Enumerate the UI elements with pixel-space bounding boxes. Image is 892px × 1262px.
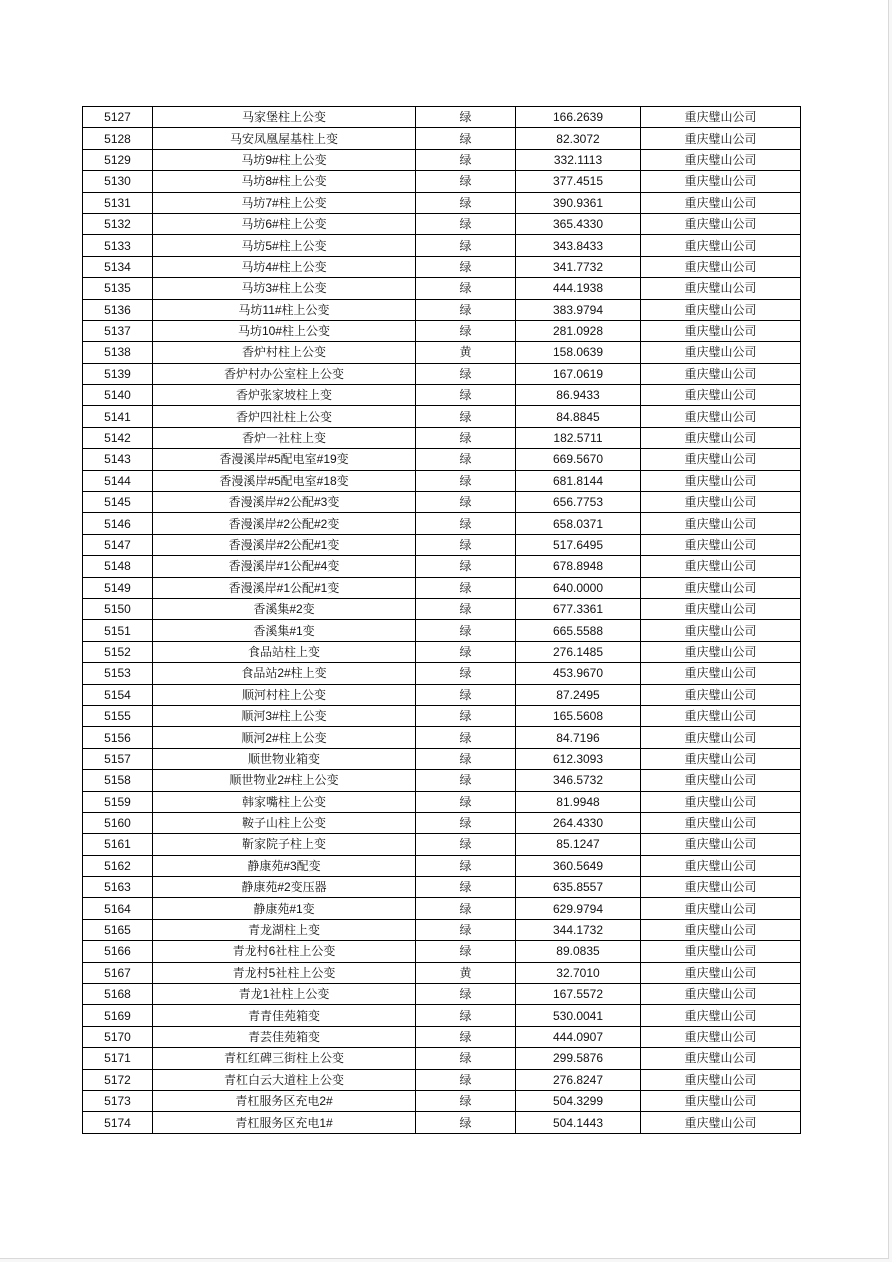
cell-status: 绿 <box>416 1005 516 1026</box>
cell-id: 5167 <box>83 962 153 983</box>
table-row <box>83 1112 801 1133</box>
cell-company: 重庆璧山公司 <box>641 663 801 684</box>
cell-company: 重庆璧山公司 <box>641 727 801 748</box>
cell-company: 重庆璧山公司 <box>641 107 801 128</box>
cell-id: 5161 <box>83 834 153 855</box>
cell-name: 静康苑#2变压器 <box>153 877 416 898</box>
cell-id: 5134 <box>83 256 153 277</box>
cell-id: 5144 <box>83 470 153 491</box>
table-row <box>83 1090 801 1111</box>
cell-id: 5130 <box>83 171 153 192</box>
cell-company: 重庆璧山公司 <box>641 385 801 406</box>
cell-status: 绿 <box>416 556 516 577</box>
cell-status: 绿 <box>416 1112 516 1133</box>
table-row <box>83 1005 801 1026</box>
table-row <box>83 406 801 427</box>
cell-id: 5157 <box>83 748 153 769</box>
cell-company: 重庆璧山公司 <box>641 235 801 256</box>
cell-status: 绿 <box>416 363 516 384</box>
cell-status: 绿 <box>416 149 516 170</box>
table-row <box>83 641 801 662</box>
cell-status: 绿 <box>416 727 516 748</box>
cell-id: 5160 <box>83 812 153 833</box>
cell-name: 青龙村6社柱上公变 <box>153 941 416 962</box>
cell-id: 5164 <box>83 898 153 919</box>
cell-name: 马坊4#柱上公变 <box>153 256 416 277</box>
cell-company: 重庆璧山公司 <box>641 684 801 705</box>
cell-name: 马安凤凰屋基柱上变 <box>153 128 416 149</box>
cell-name: 香漫溪岸#1公配#1变 <box>153 577 416 598</box>
cell-status: 绿 <box>416 1026 516 1047</box>
table-row <box>83 513 801 534</box>
table-row <box>83 577 801 598</box>
cell-name: 顺世物业箱变 <box>153 748 416 769</box>
table-row <box>83 128 801 149</box>
cell-id: 5132 <box>83 213 153 234</box>
cell-value: 299.5876 <box>516 1048 641 1069</box>
table-row <box>83 534 801 555</box>
cell-name: 顺河3#柱上公变 <box>153 705 416 726</box>
table-row <box>83 1048 801 1069</box>
cell-value: 332.1113 <box>516 149 641 170</box>
cell-name: 马坊3#柱上公变 <box>153 278 416 299</box>
cell-name: 鞍子山柱上公变 <box>153 812 416 833</box>
cell-name: 韩家嘴柱上公变 <box>153 791 416 812</box>
table-row <box>83 342 801 363</box>
cell-value: 86.9433 <box>516 385 641 406</box>
cell-company: 重庆璧山公司 <box>641 1112 801 1133</box>
cell-status: 绿 <box>416 855 516 876</box>
cell-name: 香漫溪岸#2公配#3变 <box>153 492 416 513</box>
cell-value: 166.2639 <box>516 107 641 128</box>
cell-status: 绿 <box>416 256 516 277</box>
table-row <box>83 834 801 855</box>
cell-value: 158.0639 <box>516 342 641 363</box>
table-body <box>83 107 801 1134</box>
cell-company: 重庆璧山公司 <box>641 620 801 641</box>
cell-status: 黄 <box>416 962 516 983</box>
table-row <box>83 192 801 213</box>
table-row <box>83 877 801 898</box>
table-row <box>83 1069 801 1090</box>
cell-id: 5148 <box>83 556 153 577</box>
cell-name: 马坊11#柱上公变 <box>153 299 416 320</box>
cell-value: 344.1732 <box>516 919 641 940</box>
table-row <box>83 770 801 791</box>
cell-status: 绿 <box>416 663 516 684</box>
cell-value: 84.7196 <box>516 727 641 748</box>
table-row <box>83 385 801 406</box>
cell-value: 365.4330 <box>516 213 641 234</box>
cell-company: 重庆璧山公司 <box>641 962 801 983</box>
cell-id: 5143 <box>83 449 153 470</box>
table-row <box>83 705 801 726</box>
cell-company: 重庆璧山公司 <box>641 1005 801 1026</box>
cell-name: 马坊5#柱上公变 <box>153 235 416 256</box>
table-row <box>83 299 801 320</box>
cell-name: 青龙村5社柱上公变 <box>153 962 416 983</box>
cell-id: 5145 <box>83 492 153 513</box>
cell-company: 重庆璧山公司 <box>641 1026 801 1047</box>
cell-value: 504.3299 <box>516 1090 641 1111</box>
cell-company: 重庆璧山公司 <box>641 278 801 299</box>
cell-id: 5136 <box>83 299 153 320</box>
cell-value: 85.1247 <box>516 834 641 855</box>
cell-id: 5173 <box>83 1090 153 1111</box>
cell-status: 黄 <box>416 342 516 363</box>
cell-status: 绿 <box>416 213 516 234</box>
cell-status: 绿 <box>416 620 516 641</box>
table-row <box>83 598 801 619</box>
cell-status: 绿 <box>416 641 516 662</box>
cell-id: 5150 <box>83 598 153 619</box>
cell-status: 绿 <box>416 984 516 1005</box>
table-row <box>83 1026 801 1047</box>
cell-status: 绿 <box>416 770 516 791</box>
cell-name: 香溪集#2变 <box>153 598 416 619</box>
cell-company: 重庆璧山公司 <box>641 1069 801 1090</box>
table-row <box>83 278 801 299</box>
cell-id: 5141 <box>83 406 153 427</box>
cell-company: 重庆璧山公司 <box>641 449 801 470</box>
cell-status: 绿 <box>416 128 516 149</box>
cell-company: 重庆璧山公司 <box>641 1090 801 1111</box>
cell-company: 重庆璧山公司 <box>641 556 801 577</box>
cell-id: 5154 <box>83 684 153 705</box>
cell-status: 绿 <box>416 171 516 192</box>
cell-name: 香炉四社柱上公变 <box>153 406 416 427</box>
cell-status: 绿 <box>416 919 516 940</box>
cell-status: 绿 <box>416 235 516 256</box>
cell-status: 绿 <box>416 898 516 919</box>
cell-value: 530.0041 <box>516 1005 641 1026</box>
cell-name: 马坊6#柱上公变 <box>153 213 416 234</box>
cell-value: 341.7732 <box>516 256 641 277</box>
table-row <box>83 984 801 1005</box>
table-row <box>83 149 801 170</box>
cell-id: 5139 <box>83 363 153 384</box>
cell-value: 82.3072 <box>516 128 641 149</box>
cell-value: 343.8433 <box>516 235 641 256</box>
table-row <box>83 556 801 577</box>
cell-name: 香炉一社柱上变 <box>153 427 416 448</box>
table-row <box>83 107 801 128</box>
table-row <box>83 855 801 876</box>
cell-value: 281.0928 <box>516 320 641 341</box>
cell-status: 绿 <box>416 385 516 406</box>
cell-id: 5153 <box>83 663 153 684</box>
cell-status: 绿 <box>416 534 516 555</box>
table-row <box>83 791 801 812</box>
cell-value: 377.4515 <box>516 171 641 192</box>
cell-name: 香炉村办公室柱上公变 <box>153 363 416 384</box>
cell-company: 重庆璧山公司 <box>641 427 801 448</box>
cell-name: 香漫溪岸#5配电室#18变 <box>153 470 416 491</box>
cell-name: 食品站2#柱上变 <box>153 663 416 684</box>
cell-id: 5156 <box>83 727 153 748</box>
cell-id: 5152 <box>83 641 153 662</box>
cell-id: 5129 <box>83 149 153 170</box>
cell-value: 640.0000 <box>516 577 641 598</box>
cell-name: 香漫溪岸#1公配#4变 <box>153 556 416 577</box>
cell-status: 绿 <box>416 513 516 534</box>
cell-company: 重庆璧山公司 <box>641 941 801 962</box>
cell-value: 665.5588 <box>516 620 641 641</box>
cell-status: 绿 <box>416 1048 516 1069</box>
cell-status: 绿 <box>416 192 516 213</box>
cell-company: 重庆璧山公司 <box>641 791 801 812</box>
table-row <box>83 470 801 491</box>
table-row <box>83 620 801 641</box>
cell-company: 重庆璧山公司 <box>641 877 801 898</box>
cell-id: 5158 <box>83 770 153 791</box>
cell-value: 444.0907 <box>516 1026 641 1047</box>
cell-company: 重庆璧山公司 <box>641 128 801 149</box>
transformer-table <box>82 106 801 1134</box>
cell-company: 重庆璧山公司 <box>641 534 801 555</box>
cell-id: 5128 <box>83 128 153 149</box>
cell-value: 360.5649 <box>516 855 641 876</box>
table-row <box>83 449 801 470</box>
table-row <box>83 213 801 234</box>
cell-value: 81.9948 <box>516 791 641 812</box>
cell-value: 678.8948 <box>516 556 641 577</box>
table-row <box>83 727 801 748</box>
table-row <box>83 320 801 341</box>
cell-id: 5159 <box>83 791 153 812</box>
table-row <box>83 919 801 940</box>
cell-company: 重庆璧山公司 <box>641 470 801 491</box>
cell-id: 5155 <box>83 705 153 726</box>
cell-name: 青芸佳苑箱变 <box>153 1026 416 1047</box>
cell-id: 5149 <box>83 577 153 598</box>
cell-id: 5170 <box>83 1026 153 1047</box>
cell-id: 5131 <box>83 192 153 213</box>
table-row <box>83 256 801 277</box>
cell-id: 5135 <box>83 278 153 299</box>
table-row <box>83 812 801 833</box>
cell-status: 绿 <box>416 834 516 855</box>
cell-status: 绿 <box>416 812 516 833</box>
cell-name: 香炉张家坡柱上变 <box>153 385 416 406</box>
cell-value: 635.8557 <box>516 877 641 898</box>
cell-value: 677.3361 <box>516 598 641 619</box>
cell-value: 167.5572 <box>516 984 641 1005</box>
cell-name: 青杠红碑三街柱上公变 <box>153 1048 416 1069</box>
cell-name: 青杠服务区充电1# <box>153 1112 416 1133</box>
cell-id: 5163 <box>83 877 153 898</box>
cell-status: 绿 <box>416 299 516 320</box>
cell-company: 重庆璧山公司 <box>641 641 801 662</box>
cell-value: 276.8247 <box>516 1069 641 1090</box>
cell-id: 5142 <box>83 427 153 448</box>
cell-value: 656.7753 <box>516 492 641 513</box>
table-row <box>83 962 801 983</box>
cell-company: 重庆璧山公司 <box>641 705 801 726</box>
cell-status: 绿 <box>416 791 516 812</box>
cell-value: 629.9794 <box>516 898 641 919</box>
cell-company: 重庆璧山公司 <box>641 1048 801 1069</box>
cell-name: 食品站柱上变 <box>153 641 416 662</box>
cell-name: 青青佳苑箱变 <box>153 1005 416 1026</box>
cell-status: 绿 <box>416 427 516 448</box>
cell-value: 453.9670 <box>516 663 641 684</box>
table-row <box>83 898 801 919</box>
cell-value: 612.3093 <box>516 748 641 769</box>
cell-company: 重庆璧山公司 <box>641 192 801 213</box>
cell-id: 5171 <box>83 1048 153 1069</box>
cell-name: 青龙1社柱上公变 <box>153 984 416 1005</box>
cell-id: 5172 <box>83 1069 153 1090</box>
cell-name: 香漫溪岸#2公配#1变 <box>153 534 416 555</box>
cell-status: 绿 <box>416 598 516 619</box>
cell-id: 5168 <box>83 984 153 1005</box>
table-row <box>83 663 801 684</box>
table-row <box>83 748 801 769</box>
cell-status: 绿 <box>416 107 516 128</box>
cell-value: 390.9361 <box>516 192 641 213</box>
cell-company: 重庆璧山公司 <box>641 898 801 919</box>
table-row <box>83 235 801 256</box>
cell-company: 重庆璧山公司 <box>641 855 801 876</box>
cell-value: 681.8144 <box>516 470 641 491</box>
cell-company: 重庆璧山公司 <box>641 748 801 769</box>
cell-value: 87.2495 <box>516 684 641 705</box>
cell-id: 5147 <box>83 534 153 555</box>
cell-id: 5146 <box>83 513 153 534</box>
cell-company: 重庆璧山公司 <box>641 363 801 384</box>
cell-company: 重庆璧山公司 <box>641 213 801 234</box>
cell-id: 5169 <box>83 1005 153 1026</box>
cell-id: 5162 <box>83 855 153 876</box>
cell-name: 顺世物业2#柱上公变 <box>153 770 416 791</box>
cell-name: 香漫溪岸#2公配#2变 <box>153 513 416 534</box>
cell-company: 重庆璧山公司 <box>641 984 801 1005</box>
cell-name: 青杠白云大道柱上公变 <box>153 1069 416 1090</box>
cell-status: 绿 <box>416 470 516 491</box>
cell-id: 5165 <box>83 919 153 940</box>
table-row <box>83 171 801 192</box>
cell-value: 165.5608 <box>516 705 641 726</box>
cell-id: 5166 <box>83 941 153 962</box>
cell-status: 绿 <box>416 449 516 470</box>
cell-name: 静康苑#1变 <box>153 898 416 919</box>
cell-value: 89.0835 <box>516 941 641 962</box>
cell-company: 重庆璧山公司 <box>641 513 801 534</box>
cell-name: 马坊9#柱上公变 <box>153 149 416 170</box>
cell-value: 504.1443 <box>516 1112 641 1133</box>
cell-company: 重庆璧山公司 <box>641 149 801 170</box>
cell-company: 重庆璧山公司 <box>641 577 801 598</box>
cell-id: 5133 <box>83 235 153 256</box>
cell-company: 重庆璧山公司 <box>641 299 801 320</box>
cell-name: 香炉村柱上公变 <box>153 342 416 363</box>
cell-company: 重庆璧山公司 <box>641 834 801 855</box>
cell-status: 绿 <box>416 1090 516 1111</box>
cell-name: 靳家院子柱上变 <box>153 834 416 855</box>
cell-name: 顺河村柱上公变 <box>153 684 416 705</box>
table-row <box>83 492 801 513</box>
cell-id: 5140 <box>83 385 153 406</box>
cell-name: 马坊10#柱上公变 <box>153 320 416 341</box>
cell-value: 84.8845 <box>516 406 641 427</box>
cell-name: 马坊8#柱上公变 <box>153 171 416 192</box>
cell-name: 香漫溪岸#5配电室#19变 <box>153 449 416 470</box>
cell-company: 重庆璧山公司 <box>641 256 801 277</box>
cell-name: 马坊7#柱上公变 <box>153 192 416 213</box>
table-row <box>83 427 801 448</box>
cell-status: 绿 <box>416 705 516 726</box>
cell-value: 444.1938 <box>516 278 641 299</box>
cell-name: 香溪集#1变 <box>153 620 416 641</box>
cell-status: 绿 <box>416 1069 516 1090</box>
cell-company: 重庆璧山公司 <box>641 320 801 341</box>
cell-status: 绿 <box>416 320 516 341</box>
cell-value: 669.5670 <box>516 449 641 470</box>
cell-company: 重庆璧山公司 <box>641 770 801 791</box>
cell-status: 绿 <box>416 748 516 769</box>
cell-id: 5151 <box>83 620 153 641</box>
cell-company: 重庆璧山公司 <box>641 492 801 513</box>
cell-status: 绿 <box>416 684 516 705</box>
cell-value: 346.5732 <box>516 770 641 791</box>
cell-company: 重庆璧山公司 <box>641 171 801 192</box>
table-row <box>83 941 801 962</box>
cell-status: 绿 <box>416 877 516 898</box>
cell-id: 5127 <box>83 107 153 128</box>
cell-status: 绿 <box>416 577 516 598</box>
cell-company: 重庆璧山公司 <box>641 598 801 619</box>
cell-company: 重庆璧山公司 <box>641 812 801 833</box>
cell-status: 绿 <box>416 492 516 513</box>
cell-name: 静康苑#3配变 <box>153 855 416 876</box>
cell-name: 青杠服务区充电2# <box>153 1090 416 1111</box>
cell-value: 264.4330 <box>516 812 641 833</box>
cell-status: 绿 <box>416 406 516 427</box>
cell-id: 5174 <box>83 1112 153 1133</box>
cell-status: 绿 <box>416 941 516 962</box>
cell-name: 青龙湖柱上变 <box>153 919 416 940</box>
cell-value: 182.5711 <box>516 427 641 448</box>
cell-value: 32.7010 <box>516 962 641 983</box>
cell-value: 658.0371 <box>516 513 641 534</box>
cell-value: 276.1485 <box>516 641 641 662</box>
cell-value: 167.0619 <box>516 363 641 384</box>
cell-company: 重庆璧山公司 <box>641 342 801 363</box>
cell-name: 顺河2#柱上公变 <box>153 727 416 748</box>
cell-name: 马家堡柱上公变 <box>153 107 416 128</box>
cell-value: 517.6495 <box>516 534 641 555</box>
table-row <box>83 684 801 705</box>
cell-company: 重庆璧山公司 <box>641 919 801 940</box>
cell-id: 5137 <box>83 320 153 341</box>
cell-value: 383.9794 <box>516 299 641 320</box>
cell-id: 5138 <box>83 342 153 363</box>
cell-company: 重庆璧山公司 <box>641 406 801 427</box>
table-row <box>83 363 801 384</box>
cell-status: 绿 <box>416 278 516 299</box>
